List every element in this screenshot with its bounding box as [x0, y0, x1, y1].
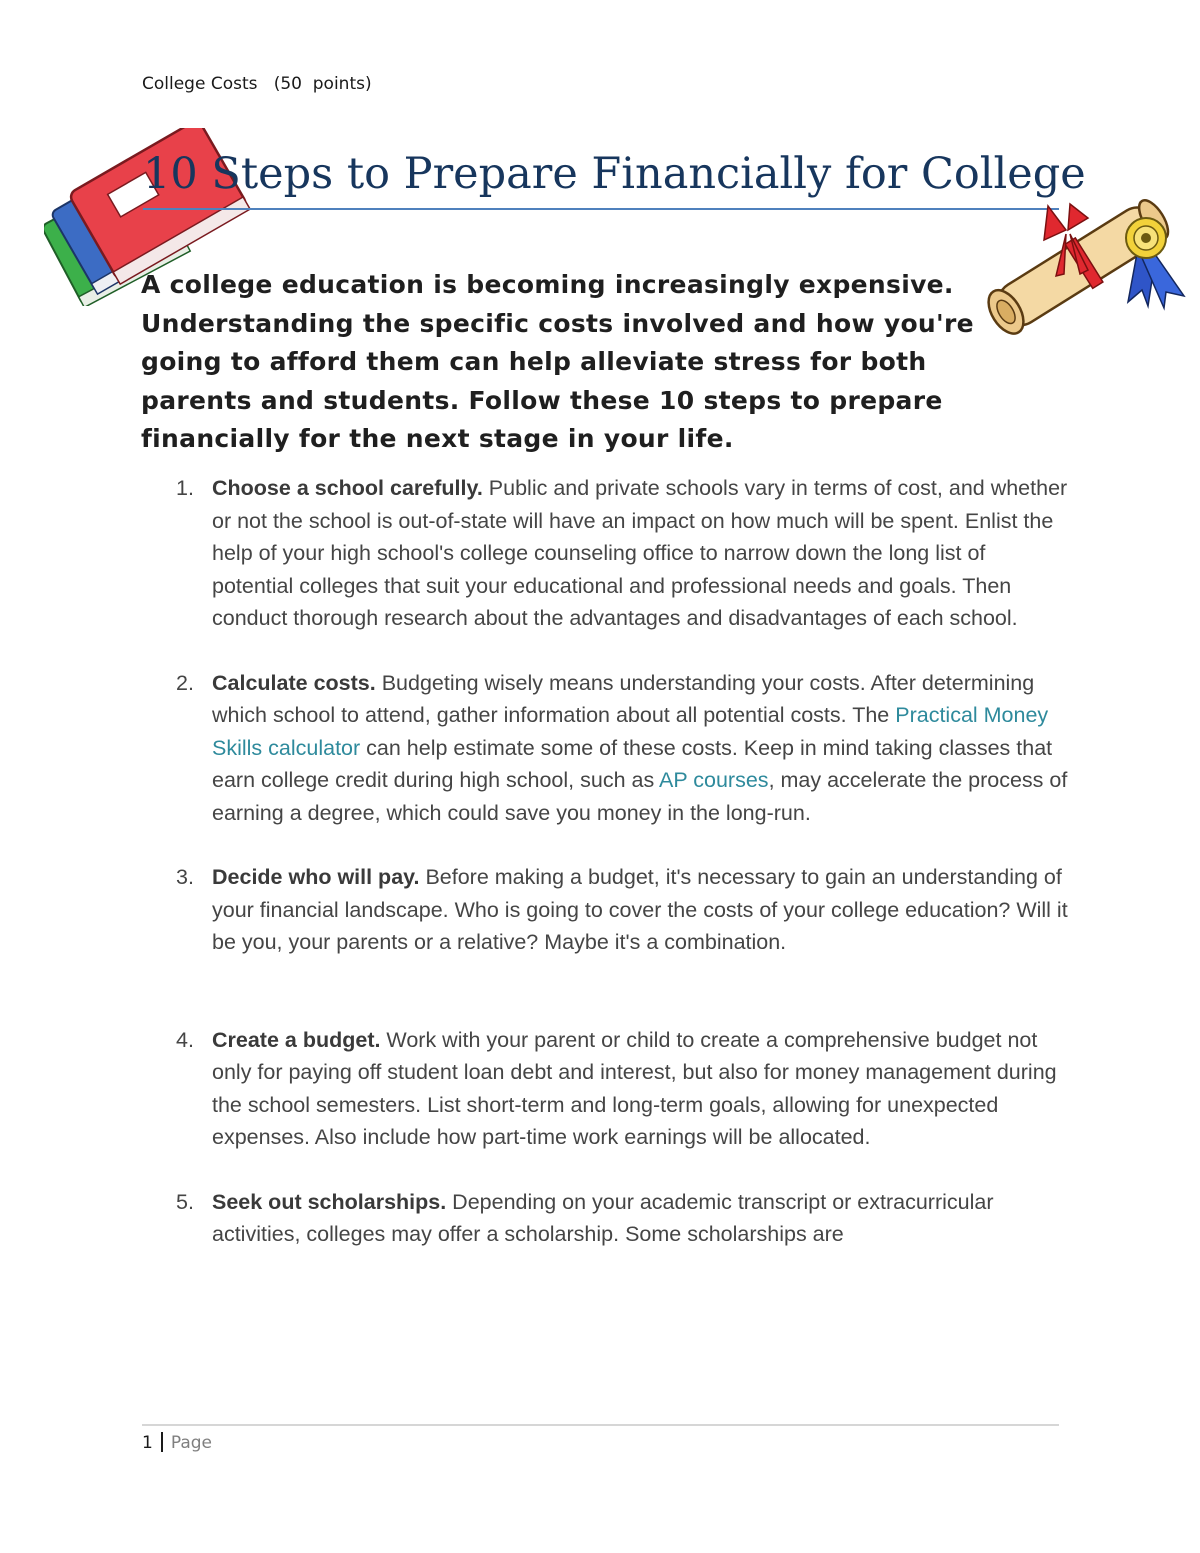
title-underline: [143, 208, 1059, 210]
ap-courses-link[interactable]: AP courses: [659, 768, 769, 792]
step-number: 1.: [176, 476, 194, 500]
step-text: Work with your parent or child to create a comprehensive budget not only for paying off student loan debt and interest, but also for money management during the school semesters. List short-term and long-term goals, allowing for unexpected expenses. Also include how part-time work earnings will be allocated.: [212, 1027, 1057, 1149]
step-number: 2.: [176, 670, 194, 695]
page-footer: [142, 1432, 212, 1453]
step-text: , may accelerate the process of earning a degree, which could save you money in the long-run.: [212, 768, 1068, 825]
step-text: Depending on your academic transcript or extracurricular activities, colleges may offer a scholarship. Some scholarships are: [212, 1189, 994, 1246]
header-course-label: College Costs (50 points): [142, 74, 372, 94]
document-title: 10 Steps to Prepare Financially for College: [143, 149, 1086, 199]
step-text: Budgeting wisely means understanding your costs. After determining which school to attend, gather information about all potential costs. The: [212, 670, 1035, 727]
step-text: can help estimate some of these costs. Keep in mind taking classes that earn college credit during high school, such as: [212, 735, 1053, 792]
step-number: 5.: [176, 1189, 194, 1214]
list-item-step-4: [140, 1024, 1070, 1154]
page-label: Page: [170, 1433, 212, 1453]
list-item-step-3: [140, 861, 1070, 959]
list-item-step-5: [140, 1186, 1070, 1251]
step-heading: Create a budget.: [212, 1027, 381, 1052]
practical-money-skills-link[interactable]: Practical Money Skills calculator: [212, 703, 1049, 760]
footer-separator: [161, 1432, 163, 1452]
step-text: Public and private schools vary in terms of cost, and whether or not the school is out-of-state will have an impact on how much will be spent. Enlist the help of your high school's college counseling office to narrow down the long list of potential colleges that suit your educational and professional needs and goals. Then conduct thorough research about the advantages and disadvantages of each school.: [212, 476, 1068, 630]
footer-divider: [142, 1424, 1059, 1426]
step-heading: Seek out scholarships.: [212, 1189, 447, 1214]
intro-paragraph: A college education is becoming increasingly expensive. Understanding the specific costs involved and how you're going to afford them can help alleviate stress for both parents and students. Follow these 10 steps to prepare financially for the next stage in your life.: [141, 270, 974, 453]
step-heading: Calculate costs.: [212, 670, 376, 695]
steps-list: [140, 472, 1070, 1251]
step-number: 4.: [176, 1027, 194, 1052]
list-item-step-1: [140, 472, 1070, 635]
page-number: 1: [142, 1433, 153, 1453]
step-heading: Choose a school carefully.: [212, 476, 483, 500]
list-item-step-2: [140, 667, 1070, 830]
step-text: Before making a budget, it's necessary to gain an understanding of your financial landscape. Who is going to cover the costs of your college education? Will it be you, your parents or a relative? Maybe it's a combination.: [212, 865, 1068, 954]
step-number: 3.: [176, 865, 194, 889]
step-heading: Decide who will pay.: [212, 865, 420, 889]
